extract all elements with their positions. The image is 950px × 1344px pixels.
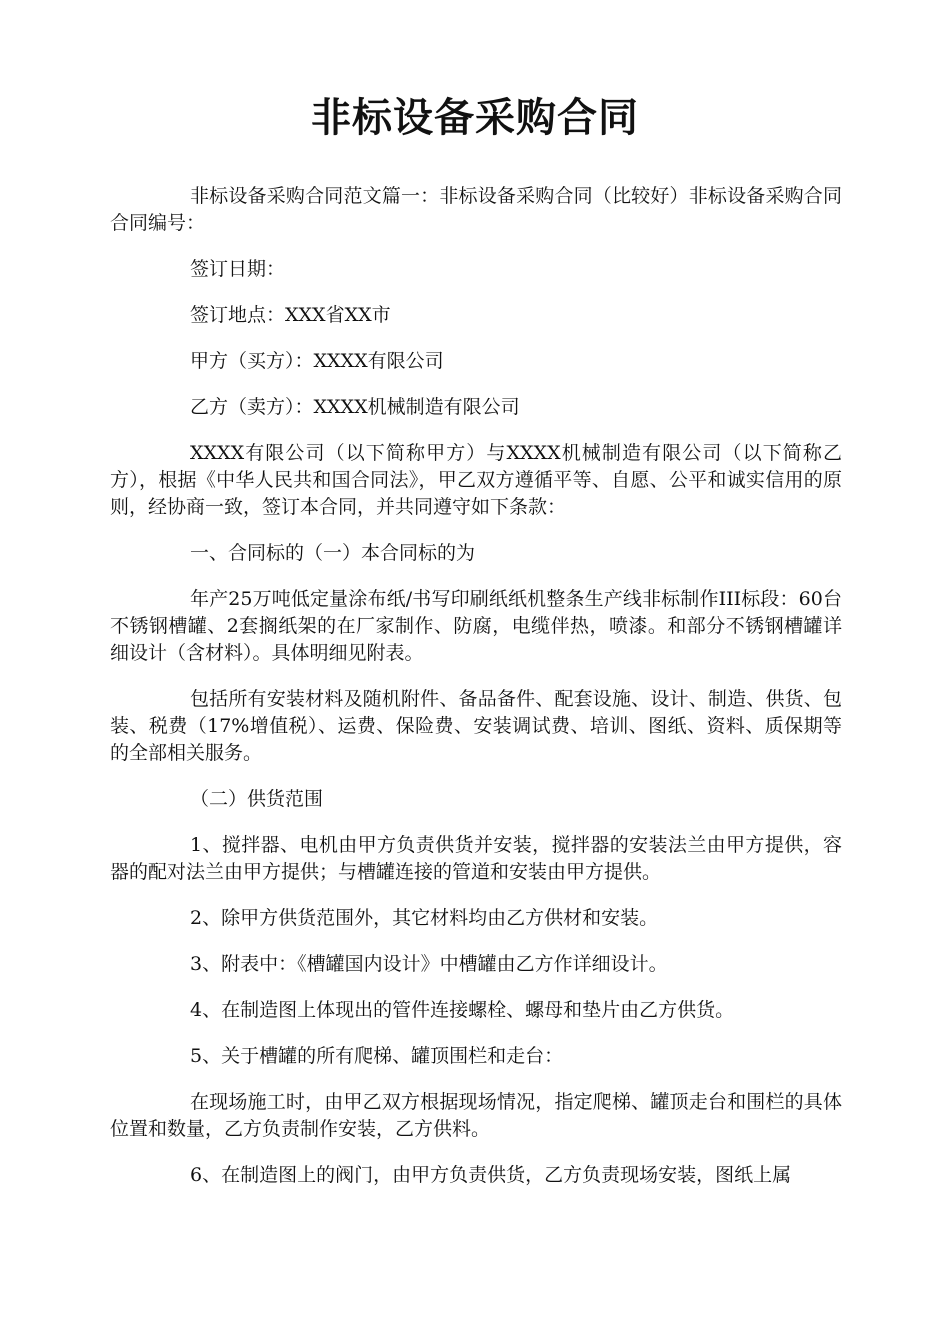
paragraph-section-1-heading: 一、合同标的（一）本合同标的为: [190, 542, 476, 564]
paragraph-item-6: 6、在制造图上的阀门，由甲方负责供货，乙方负责现场安装，图纸上属: [190, 1164, 792, 1186]
paragraph-party-a: 甲方（买方）：XXXX有限公司: [190, 350, 444, 372]
paragraph-sign-place: 签订地点：XXX省XX市: [190, 304, 391, 326]
paragraph-sign-date: 签订日期：: [190, 258, 286, 280]
document-title: 非标设备采购合同: [311, 95, 639, 141]
paragraph-intro: 非标设备采购合同范文篇一：非标设备采购合同（比较好）非标设备采购合同合同编号：: [110, 185, 842, 234]
paragraph-item-4: 4、在制造图上体现出的管件连接螺栓、螺母和垫片由乙方供货。: [190, 999, 735, 1021]
paragraph-item-5: 5、关于槽罐的所有爬梯、罐顶围栏和走台：: [190, 1045, 564, 1067]
paragraph-item-3: 3、附表中：《槽罐国内设计》中槽罐由乙方作详细设计。: [190, 953, 668, 975]
paragraph-subject-description: 年产25万吨低定量涂布纸/书写印刷纸纸机整条生产线非标制作III标段：60台不锈钢槽罐、2套搁纸架的在厂家制作、防腐，电缆伴热，喷漆。和部分不锈钢槽罐详细设计（含材料）。具体明细见附表。: [110, 588, 842, 664]
paragraph-party-b: 乙方（卖方）：XXXX机械制造有限公司: [190, 396, 520, 418]
paragraph-item-1: 1、搅拌器、电机由甲方负责供货并安装，搅拌器的安装法兰由甲方提供，容器的配对法兰由甲方提供；与槽罐连接的管道和安装由甲方提供。: [110, 834, 842, 883]
paragraph-item-5-detail: 在现场施工时，由甲乙双方根据现场情况，指定爬梯、罐顶走台和围栏的具体位置和数量，乙方负责制作安装，乙方供料。: [110, 1091, 842, 1140]
paragraph-item-2: 2、除甲方供货范围外，其它材料均由乙方供材和安装。: [190, 907, 659, 929]
paragraph-supply-scope-heading: （二）供货范围: [190, 788, 324, 810]
paragraph-included-services: 包括所有安装材料及随机附件、备品备件、配套设施、设计、制造、供货、包装、税费（17%增值税）、运费、保险费、安装调试费、培训、图纸、资料、质保期等的全部相关服务。: [110, 688, 842, 764]
document-body: [110, 183, 842, 1208]
paragraph-preamble: XXXX有限公司（以下简称甲方）与XXXX机械制造有限公司（以下简称乙方），根据《中华人民共和国合同法》，甲乙双方遵循平等、自愿、公平和诚实信用的原则，经协商一致，签订本合同，并共同遵守如下条款：: [110, 442, 842, 518]
